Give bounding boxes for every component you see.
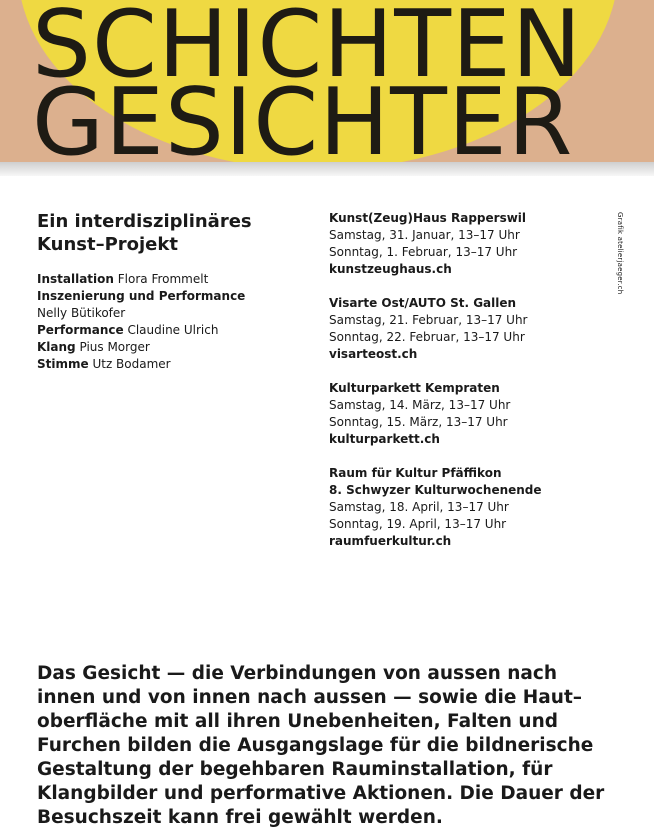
project-title-line-2: Kunst–Projekt <box>37 234 178 255</box>
venue-website[interactable]: kulturparkett.ch <box>329 432 440 446</box>
venue-schedule <box>329 210 589 567</box>
credit-role: Stimme <box>37 357 89 371</box>
venue-date: Samstag, 21. Februar, 13–17 Uhr <box>329 313 528 327</box>
banner-title-line-1: SCHICHTEN <box>32 0 583 98</box>
credit-role: Inszenierung und Performance <box>37 289 246 303</box>
venue-date: Sonntag, 15. März, 13–17 Uhr <box>329 415 508 429</box>
credit-row <box>37 305 297 322</box>
credit-name: Pius Morger <box>75 340 150 354</box>
divider-shadow <box>0 162 654 176</box>
credit-name: Utz Bodamer <box>88 357 171 371</box>
credit-row <box>37 322 297 339</box>
project-info <box>37 210 297 373</box>
venue-name: Raum für Kultur Pfäffikon <box>329 466 502 480</box>
venue-website[interactable]: visarteost.ch <box>329 347 418 361</box>
graphic-credit <box>614 212 626 332</box>
venue-date: Sonntag, 1. Februar, 13–17 Uhr <box>329 245 518 259</box>
credit-row <box>37 339 297 356</box>
venue-name: Visarte Ost/AUTO St. Gallen <box>329 296 517 310</box>
credit-name: Claudine Ulrich <box>123 323 219 337</box>
venue-website[interactable]: raumfuerkultur.ch <box>329 534 452 548</box>
credit-role: Installation <box>37 272 114 286</box>
venue-name: Kulturparkett Kempraten <box>329 381 500 395</box>
credit-name: Flora Frommelt <box>113 272 209 286</box>
credit-role: Performance <box>37 323 124 337</box>
venue-date: Samstag, 31. Januar, 13–17 Uhr <box>329 228 520 242</box>
venue-name: Kunst(Zeug)Haus Rapperswil <box>329 211 527 225</box>
venue-date: Sonntag, 22. Februar, 13–17 Uhr <box>329 330 525 344</box>
venue-block <box>329 465 589 550</box>
venue-block <box>329 210 589 278</box>
title-banner <box>0 0 654 162</box>
venue-date: Samstag, 14. März, 13–17 Uhr <box>329 398 511 412</box>
credit-name: Nelly Bütikofer <box>37 306 126 320</box>
credit-row <box>37 356 297 373</box>
project-title-line-1: Ein interdisziplinäres <box>37 211 252 232</box>
venue-date: Sonntag, 19. April, 13–17 Uhr <box>329 517 507 531</box>
banner-title-line-2: GESICHTER <box>32 68 574 162</box>
venue-date: Samstag, 18. April, 13–17 Uhr <box>329 500 509 514</box>
project-title <box>37 210 297 256</box>
venue-subtitle: 8. Schwyzer Kulturwochenende <box>329 483 542 497</box>
project-description: Das Gesicht — die Verbindungen von aussen nach innen und von innen nach aussen — sowie die Haut–oberfläche mit all ihren Unebenheiten, Falten und Furchen bilden die Ausgangslage für die bildnerische Gestaltung der begehbaren Rauminstallation, für Klangbilder und performative Aktionen. Die Dauer der Besuchszeit kann frei gewählt werden. <box>37 663 605 828</box>
graphic-credit-text: Grafik atelierjaeger.ch <box>616 212 624 295</box>
venue-block <box>329 380 589 448</box>
credit-row <box>37 271 297 288</box>
credit-row <box>37 288 297 305</box>
venue-block <box>329 295 589 363</box>
credits-list <box>37 271 297 373</box>
venue-website[interactable]: kunstzeughaus.ch <box>329 262 452 276</box>
credit-role: Klang <box>37 340 76 354</box>
